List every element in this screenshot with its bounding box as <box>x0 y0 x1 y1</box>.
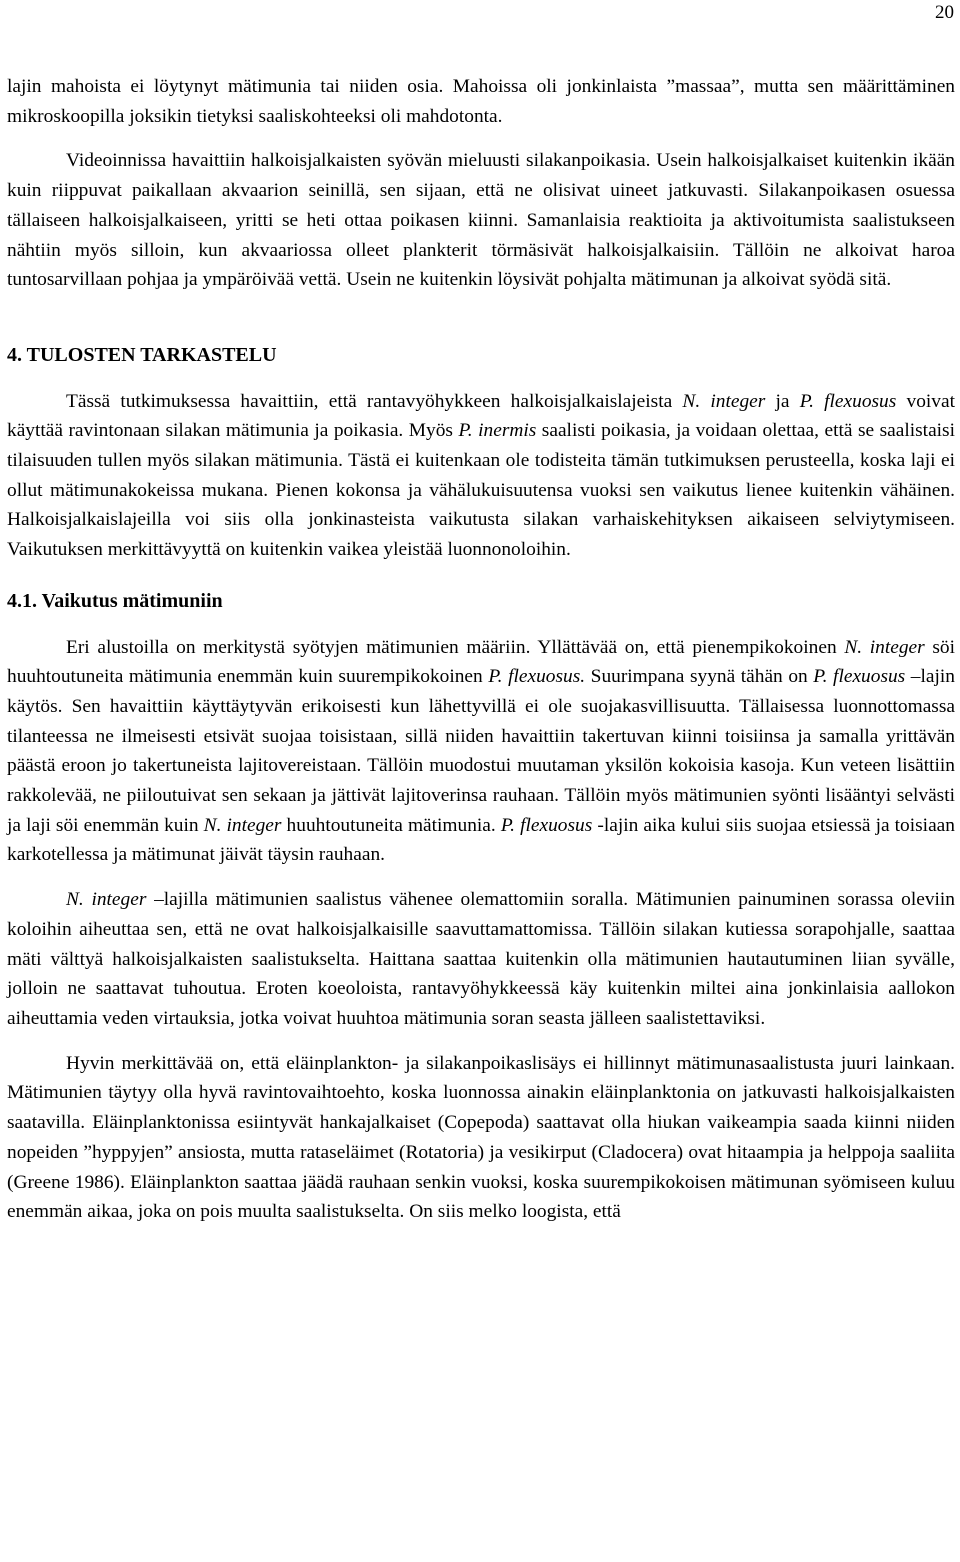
section-heading-4: 4. TULOSTEN TARKASTELU <box>7 343 277 366</box>
paragraph-video-observations: Videoinnissa havaittiin halkoisjalkaisten syövän mieluusti silakanpoikasia. Usein halkoisjalkaiset kuitenkin ikään kuin riippuvat paikallaan akvaarion seinillä, sen sijaan, että ne olisivat uineet jatkuvasti. Silakanpoikasen osuessa tällaiseen halkoisjalkaiseen, yritti se heti ottaa poikasen kiinni. Samanlaisia reaktioita ja aktivoitumista saalistukseen nähtiin myös silloin, kun akvaariossa olleet plankterit törmäsivät halkoisjalkaisiin. Tällöin ne alkoivat haroa tuntosarvillaan pohjaa ja ympäröivää vettä. Usein ne kuitenkin löysivät pohjalta mätimunan ja alkoivat syödä sitä. <box>7 150 955 291</box>
paragraph-gravel-predation: N. integer –lajilla mätimunien saalistus vähenee olemattomiin soralla. Mätimunien painuminen sorassa oleviin koloihin aiheuttaa sen, että ne ovat halkoisjalkaisille saavuttamattomissa. Tällöin silakan kutiessa sorapohjalle, saattaa mäti välttyä halkoisjalkaisten saalistukselta. Haittana saattaa kuitenkin olla mätimunien hautautuminen liian syvälle, jolloin ne saattavat tuhoutua. Eroten koeoloista, rantavyöhykkeessä käy kuitenkin miltei aina jonkinlaisia aallokon aiheuttamia veden virtauksia, jotka voivat huuhtoa mätimunia soran seasta jälleen saalistettaviksi. <box>7 889 955 1029</box>
paragraph-results-summary: Tässä tutkimuksessa havaittiin, että rantavyöhykkeen halkoisjalkaislajeista N. integer ja P. flexuosus voivat käyttää ravintonaan silakan mätimunia ja poikasia. Myös P. inermis saalisti poikasia, ja voidaan olettaa, että se saalistaisi tilaisuuden tullen myös silakan mätimunia. Tästä ei kuitenkaan ole todisteita tämän tutkimuksen perusteella, koska laji ei ollut mätimunakokeissa mukana. Pienen kokonsa ja vähälukuisuutensa vuoksi sen vaikutus lienee kuitenkin vähäinen. Halkoisjalkaislajeilla voi siis olla jonkinasteista vaikutusta silakan varhaiskehityksen aikaiseen selviytymiseen. Vaikutuksen merkittävyyttä on kuitenkin vaikea yleistää luonnonoloihin. <box>7 390 955 561</box>
paragraph-zooplankton: Hyvin merkittävää on, että eläinplankton- ja silakanpoikaslisäys ei hillinnyt mätimunasaalistusta juuri lainkaan. Mätimunien täytyy olla hyvä ravintovaihtoehto, koska luonnossa ainakin eläinplanktonia on jatkuvasti halkoisjalkaisten saatavilla. Eläinplanktonissa esiintyvät hankajalkaiset (Copepoda) saattavat olla hiukan vaikeampia saada kiinni niiden nopeiden ”hyppyjen” ansiosta, mutta rataseläimet (Rotatoria) ja vesikirput (Cladocera) ovat hitaampia ja helppoja saaliita (Greene 1986). Eläinplankton saattaa jäädä rauhaan senkin vuoksi, koska suurempikokoisen mätimunan syömiseen kuluu enemmän aikaa, joka on pois muulta saalistukselta. On siis melko loogista, että <box>7 1052 955 1223</box>
paragraph-continuation: lajin mahoista ei löytynyt mätimunia tai niiden osia. Mahoissa oli jonkinlaista ”massaa”, mutta sen määrittäminen mikroskoopilla joksikin tietyksi saaliskohteeksi oli mahdotonta. <box>7 76 955 127</box>
section-heading-4-1: 4.1. Vaikutus mätimuniin <box>7 589 223 612</box>
paragraph-substrate-effects: Eri alustoilla on merkitystä syötyjen mätimunien määriin. Yllättävää on, että pienempikokoinen N. integer söi huuhtoutuneita mätimunia enemmän kuin suurempikokoinen P. flexuosus. Suurimpana syynä tähän on P. flexuosus –lajin käytös. Sen havaittiin käyttäytyvän erikoisesti kun lähettyvillä ei ole suojakasvillisuutta. Tällaisessa luonnottomassa tilanteessa ne ilmeisesti etsivät suojaa toisistaan, sillä niiden havaittiin takertuvan kiinni toisiinsa ja samalla yrittävän päästä eroon jo takertuneista lajitovereistaan. Tällöin muodostui muutaman yksilön kokoisia kasoja. Kun veteen lisättiin rakkolevää, ne piiloutuivat sen sekaan ja jättivät lajitoverinsa rauhaan. Tällöin myös mätimunien syönti lisääntyi selvästi ja laji söi enemmän kuin N. integer huuhtoutuneita mätimunia. P. flexuosus -lajin aika kului siis suojaa etsiessä ja toisiaan karkotellessa ja mätimunat jäivät täysin rauhaan. <box>7 636 956 866</box>
page-number: 20 <box>935 2 954 23</box>
document-body <box>7 72 955 1227</box>
